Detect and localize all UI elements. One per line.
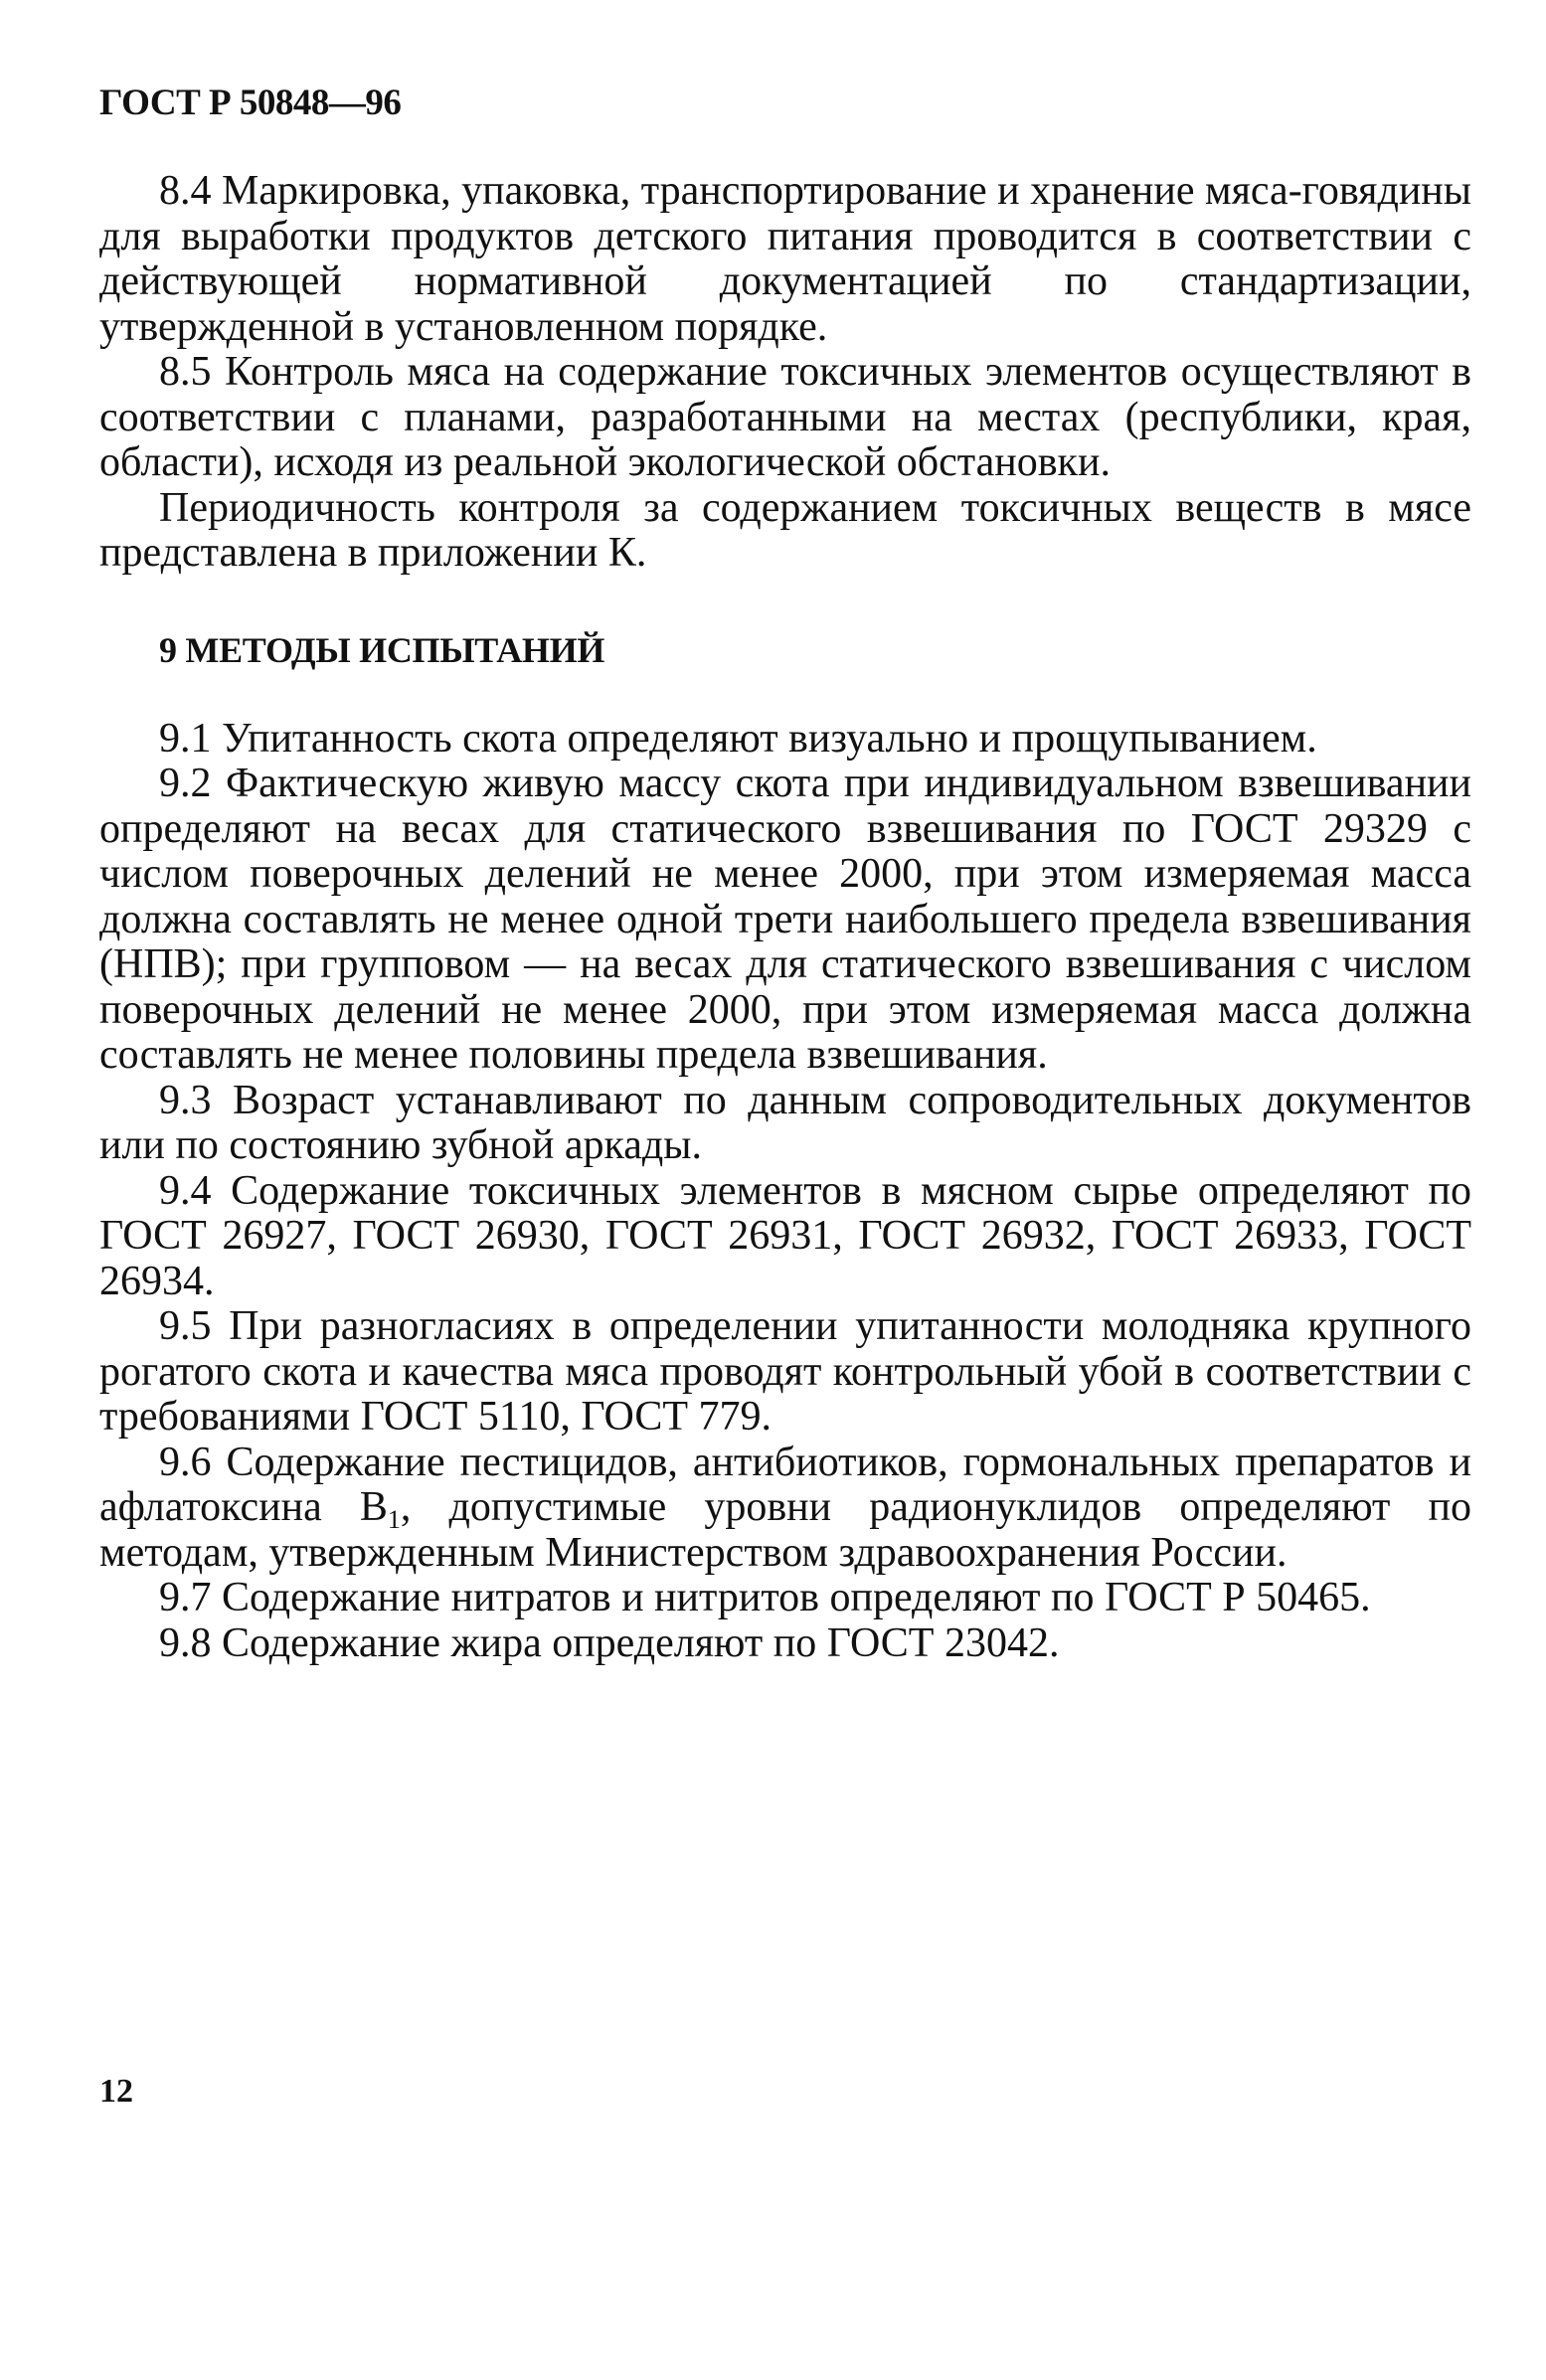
running-header: ГОСТ Р 50848—96	[99, 83, 402, 123]
paragraph-9-3: 9.3 Возраст устанавливают по данным сопроводительных документов или по состоянию зубной аркады.	[99, 1077, 1471, 1168]
paragraph-9-4: 9.4 Содержание токсичных элементов в мясном сырье определяют по ГОСТ 26927, ГОСТ 26930, ГОСТ 26931, ГОСТ 26932, ГОСТ 26933, ГОСТ 26934.	[99, 1167, 1471, 1304]
aflatoxin-subscript: 1	[387, 1505, 401, 1534]
paragraph-8-5-periodicity: Периодичность контроля за содержанием токсичных веществ в мясе представлена в приложении К.	[99, 484, 1471, 576]
paragraph-9-6-text-start: 9.6 Содержание пестицидов, антибиотиков, гормональных препаратов и афлатоксина B	[99, 1439, 1471, 1530]
body-text	[99, 169, 1471, 1666]
section-heading-9: 9 МЕТОДЫ ИСПЫТАНИЙ	[159, 629, 605, 670]
paragraph-9-7: 9.7 Содержание нитратов и нитритов определяют по ГОСТ Р 50465.	[159, 1575, 1371, 1620]
page-number: 12	[99, 2073, 133, 2110]
paragraph-8-5: 8.5 Контроль мяса на содержание токсичных элементов осуществляют в соответствии с планами, разработанными на местах (республики, края, области), исходя из реальной экологической обстановки.	[99, 349, 1471, 485]
paragraph-9-5: 9.5 При разногласиях в определении упитанности молодняка крупного рогатого скота и качества мяса проводят контрольный убой в соответствии с требованиями ГОСТ 5110, ГОСТ 779.	[99, 1303, 1471, 1440]
paragraph-8-4: 8.4 Маркировка, упаковка, транспортирование и хранение мяса-говядины для выработки продуктов детского питания проводится в соответствии с действующей нормативной документацией по стандартизации, утвержденной в установленном порядке.	[99, 168, 1471, 350]
paragraph-9-1: 9.1 Упитанность скота определяют визуально и прощупыванием.	[159, 715, 1317, 762]
paragraph-9-2: 9.2 Фактическую живую массу скота при индивидуальном взвешивании определяют на весах для статического взвешивания по ГОСТ 29329 с числом поверочных делений не менее 2000, при этом измеряемая масса должна составлять не менее одной трети наибольшего предела взвешивания (НПВ); при групповом — на весах для статического взвешивания с числом поверочных делений не менее 2000, при этом измеряемая масса должна составлять не менее половины предела взвешивания.	[99, 761, 1471, 1078]
paragraph-9-8: 9.8 Содержание жира определяют по ГОСТ 23042.	[159, 1619, 1060, 1666]
paragraph-9-6	[99, 1441, 1471, 1577]
paragraph-9-6-text-end: , допустимые уровни радионуклидов определяют по методам, утвержденным Министерством здравоохранения России.	[99, 1484, 1471, 1576]
